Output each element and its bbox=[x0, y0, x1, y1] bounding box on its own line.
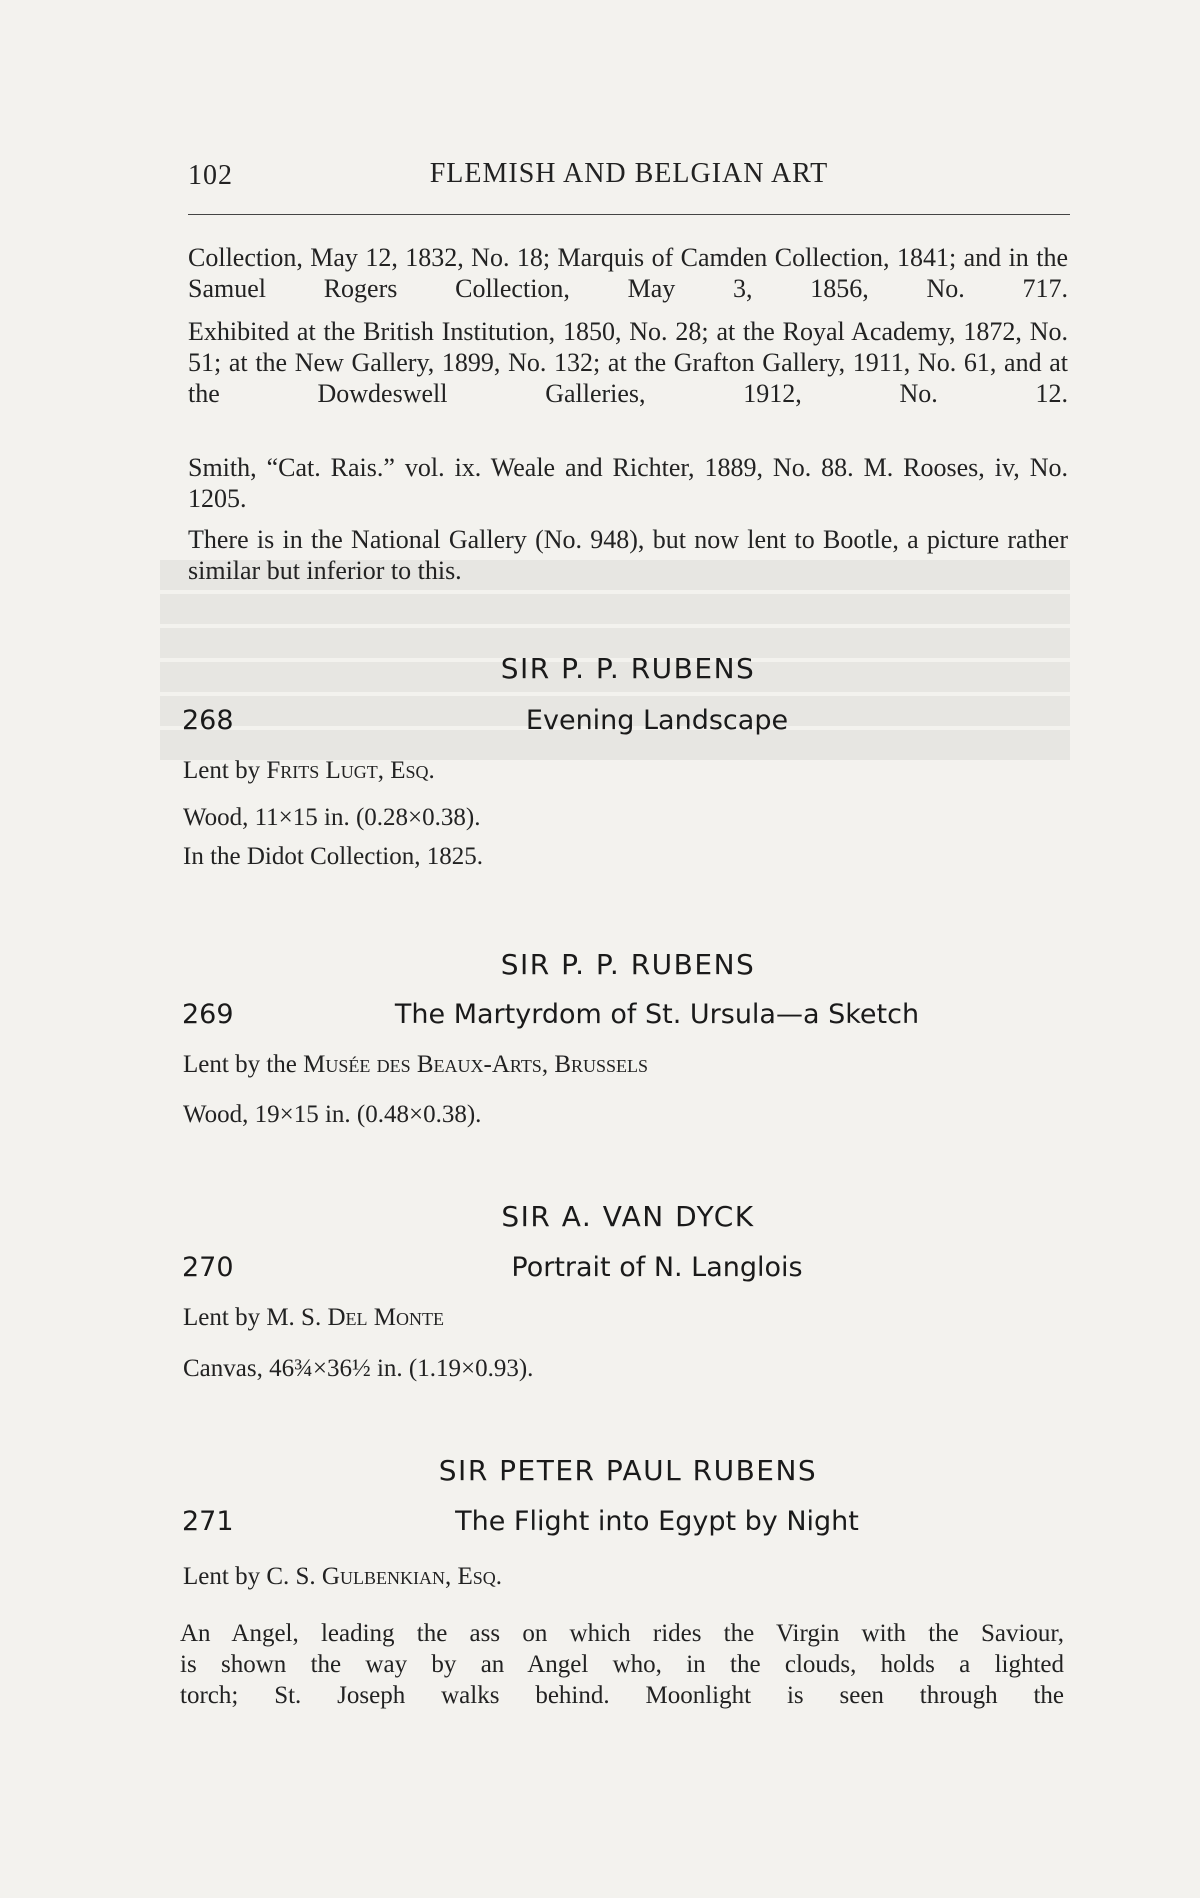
lender-name: Musée des Beaux-Arts, Brussels bbox=[303, 1051, 649, 1078]
lender-line bbox=[183, 1303, 1073, 1333]
lender-prefix: Lent by bbox=[183, 1563, 267, 1590]
lender-name: Frits Lugt, Esq. bbox=[266, 757, 435, 784]
description-line: is shown the way by an Angel who, in the clouds, holds a lighted bbox=[180, 1651, 1064, 1678]
literature-paragraph: Smith, “Cat. Rais.” vol. ix. Weale and Richter, 1889, No. 88. M. Rooses, iv, No. 1205. bbox=[188, 453, 1068, 513]
lender-name: M. S. Del Monte bbox=[266, 1304, 444, 1331]
lender-prefix: Lent by the bbox=[183, 1051, 304, 1078]
provenance-paragraph: Collection, May 12, 1832, No. 18; Marquis of Camden Collection, 1841; and in the Samuel Rogers Collection, May 3, 1856, No. 717. bbox=[188, 243, 1068, 303]
description-line: An Angel, leading the ass on which rides the Virgin with the Saviour, bbox=[180, 1620, 1064, 1647]
lender-line bbox=[183, 756, 1073, 786]
lender-line bbox=[183, 1562, 1073, 1592]
lender-prefix: Lent by bbox=[183, 757, 267, 784]
medium-dimensions: Wood, 11×15 in. (0.28×0.38). bbox=[183, 804, 481, 831]
catalogue-number: 269 bbox=[182, 999, 234, 1030]
artist-heading: SIR PETER PAUL RUBENS bbox=[438, 1454, 818, 1487]
lender-line bbox=[183, 1050, 1073, 1080]
work-title: Evening Landscape bbox=[525, 705, 789, 736]
note-paragraph: There is in the National Gallery (No. 948), but now lent to Bootle, a picture rather similar but inferior to this. bbox=[188, 525, 1068, 585]
description-line: torch; St. Joseph walks behind. Moonlight is seen through the bbox=[180, 1682, 1064, 1709]
lender-prefix: Lent by bbox=[183, 1304, 267, 1331]
provenance-line: In the Didot Collection, 1825. bbox=[183, 843, 483, 870]
artist-heading: SIR P. P. RUBENS bbox=[500, 948, 756, 981]
running-title: FLEMISH AND BELGIAN ART bbox=[429, 158, 829, 189]
header-rule bbox=[188, 214, 1070, 215]
medium-dimensions: Wood, 19×15 in. (0.48×0.38). bbox=[183, 1101, 482, 1128]
medium-dimensions: Canvas, 46¾×36½ in. (1.19×0.93). bbox=[183, 1355, 534, 1382]
exhibition-paragraph: Exhibited at the British Institution, 1850, No. 28; at the Royal Academy, 1872, No. 51; at the New Gallery, 1899, No. 132; at the Grafton Gallery, 1911, No. 61, and at the Dowdeswell Galleries, 1912, No. 12. bbox=[188, 317, 1068, 408]
artist-heading: SIR A. VAN DYCK bbox=[501, 1200, 755, 1233]
catalogue-number: 271 bbox=[182, 1506, 234, 1537]
work-title: Portrait of N. Langlois bbox=[511, 1252, 803, 1283]
catalogue-number: 270 bbox=[182, 1252, 234, 1283]
page-number: 102 bbox=[188, 160, 233, 191]
work-title: The Flight into Egypt by Night bbox=[455, 1506, 859, 1537]
artist-heading: SIR P. P. RUBENS bbox=[500, 652, 756, 685]
catalogue-number: 268 bbox=[182, 705, 234, 736]
work-title: The Martyrdom of St. Ursula—a Sketch bbox=[394, 999, 920, 1030]
page-header bbox=[188, 152, 1070, 206]
lender-name: C. S. Gulbenkian, Esq. bbox=[266, 1563, 502, 1590]
